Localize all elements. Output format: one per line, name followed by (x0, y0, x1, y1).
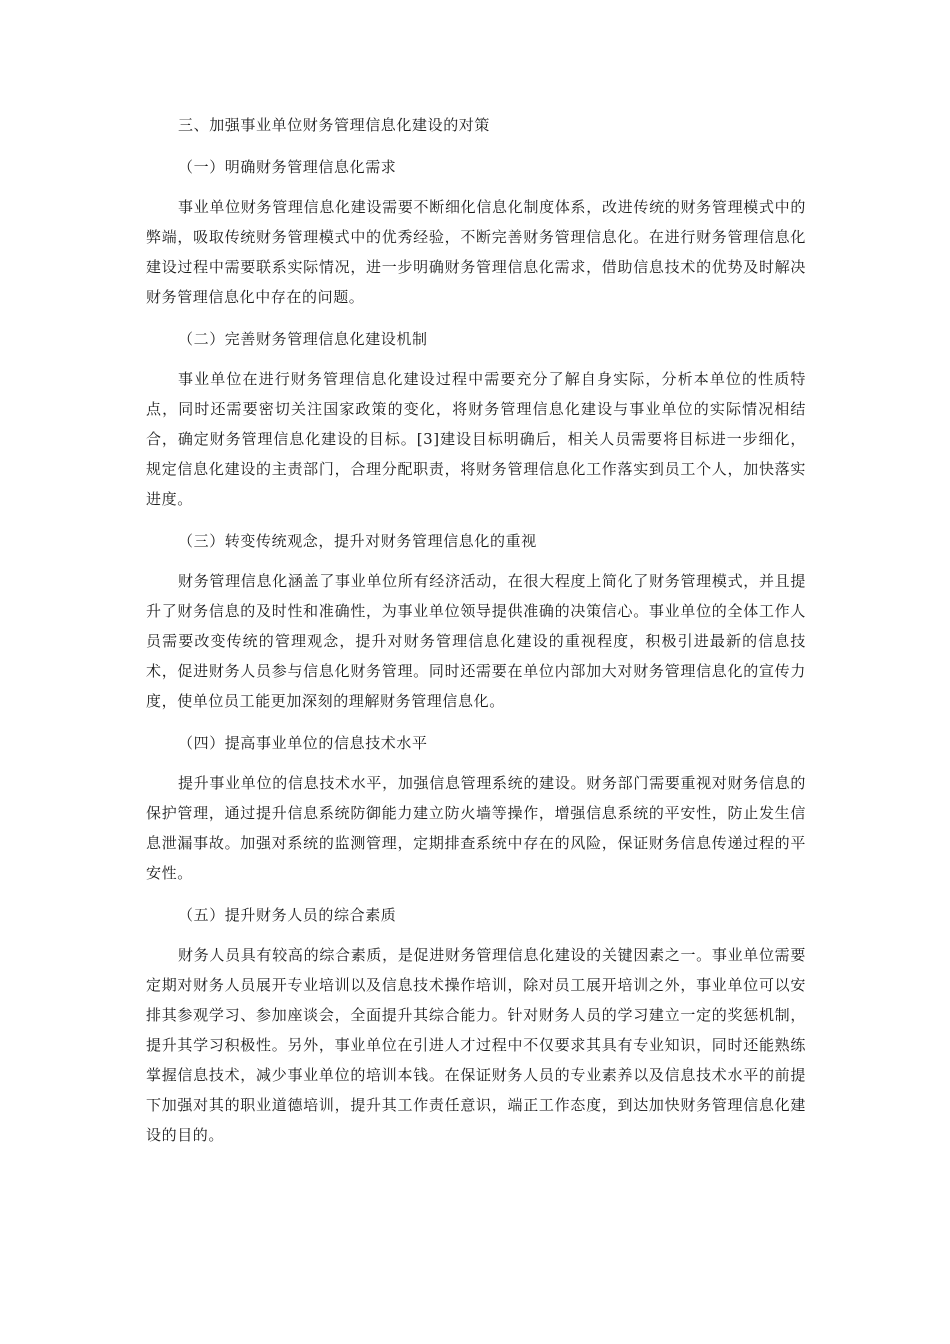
subsection-paragraph-5: 财务人员具有较高的综合素质，是促进财务管理信息化建设的关键因素之一。事业单位需要定期对财务人员展开专业培训以及信息技术操作培训，除对员工展开培训之外，事业单位可以安排其参观学习、参加座谈会，全面提升其综合能力。针对财务人员的学习建立一定的奖惩机制，提升其学习积极性。另外，事业单位在引进人才过程中不仅要求其具有专业知识，同时还能熟练掌握信息技术，减少事业单位的培训本钱。在保证财务人员的专业素养以及信息技术水平的前提下加强对其的职业道德培训，提升其工作责任意识，端正工作态度，到达加快财务管理信息化建设的目的。 (146, 946, 806, 1144)
subsection-paragraph-4: 提升事业单位的信息技术水平，加强信息管理系统的建设。财务部门需要重视对财务信息的保护管理，通过提升信息系统防御能力建立防火墙等操作，增强信息系统的平安性，防止发生信息泄漏事故。加强对系统的监测管理，定期排查系统中存在的风险，保证财务信息传递过程的平安性。 (146, 774, 806, 882)
document-body (146, 110, 806, 1150)
subsection-paragraph-3: 财务管理信息化涵盖了事业单位所有经济活动，在很大程度上简化了财务管理模式，并且提升了财务信息的及时性和准确性，为事业单位领导提供准确的决策信心。事业单位的全体工作人员需要改变传统的管理观念，提升对财务管理信息化建设的重视程度，积极引进最新的信息技术，促进财务人员参与信息化财务管理。同时还需要在单位内部加大对财务管理信息化的宣传力度，使单位员工能更加深刻的理解财务管理信息化。 (146, 572, 806, 710)
subsection-heading-3: （三）转变传统观念，提升对财务管理信息化的重视 (178, 532, 537, 550)
subsection-heading-2: （二）完善财务管理信息化建设机制 (178, 330, 428, 348)
subsection-heading-4: （四）提高事业单位的信息技术水平 (178, 734, 428, 752)
subsection-paragraph-2: 事业单位在进行财务管理信息化建设过程中需要充分了解自身实际，分析本单位的性质特点，同时还需要密切关注国家政策的变化，将财务管理信息化建设与事业单位的实际情况相结合，确定财务管理信息化建设的目标。[3]建设目标明确后，相关人员需要将目标进一步细化，规定信息化建设的主责部门，合理分配职责，将财务管理信息化工作落实到员工个人，加快落实进度。 (146, 370, 806, 508)
subsection-heading-5: （五）提升财务人员的综合素质 (178, 906, 397, 924)
subsection-heading-1: （一）明确财务管理信息化需求 (178, 158, 397, 176)
section-title: 三、加强事业单位财务管理信息化建设的对策 (178, 116, 491, 134)
subsection-paragraph-1: 事业单位财务管理信息化建设需要不断细化信息化制度体系，改进传统的财务管理模式中的弊端，吸取传统财务管理模式中的优秀经验，不断完善财务管理信息化。在进行财务管理信息化建设过程中需要联系实际情况，进一步明确财务管理信息化需求，借助信息技术的优势及时解决财务管理信息化中存在的问题。 (146, 198, 806, 306)
